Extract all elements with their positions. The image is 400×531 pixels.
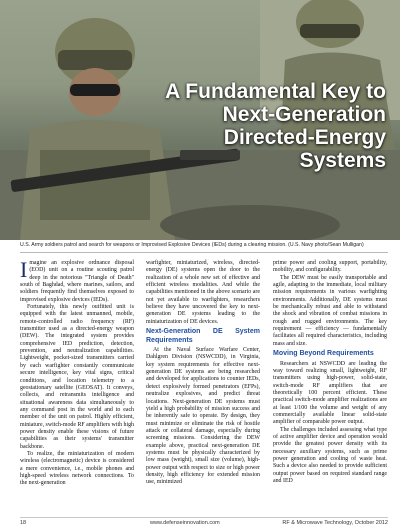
article-headline [126,80,386,172]
caption-divider [20,252,388,253]
paragraph: The challenges included assessing what type of active amplifier device and operation would provide the greatest power density with its necessary auxiliary systems, such as prime power generation and cooling of waste heat. Such a device also needed to provide sufficient output power based on required standard range and IED [273,426,387,485]
paragraph: The DEW must be easily transportable and agile, adapting to the immediate, local military mission requirements in various warfighting environments. Additionally, DE systems must be mechanically robust and able to withstand the shock and vibration of combat missions in rough and rugged environments. The key requirement — efficiency — fundamentally facilitates all required characteristics, including mass and size. [273,274,387,347]
page-footer [20,520,388,528]
drop-cap: I [20,257,28,282]
paragraph-text: magine an explosive ordnance disposal (EOD) unit on a routine scouting patrol deep in the notorious "Triangle of Death" south of Baghdad, where marines, sailors, and soldiers frequently find themselves exposed to improvised explosive devices (IEDs). [20,260,134,303]
hero-photo [0,0,400,240]
paragraph: To realize, the miniaturization of modern wireless (electromagnetic) device is considered a mere convenience, i.e., mobile phones and high-speed wireless network connections. To the next-generation [20,450,134,487]
paragraph: Researchers at NSWCDD are leading the way toward realizing small, lightweight, RF transmitters using high-power, solid-state, switch-mode RF amplifiers that are theoretically 100 percent efficient. These practical switch-mode amplifier realizations are at least 1/100 the volume and weight of any commercially available linear solid-state amplifier of comparable power output. [273,360,387,426]
photo-caption: U.S. Army soldiers patrol and search for weapons or Improvised Explosive Devices (IEDs) during a clearing mission. (U.S. Navy photo/Sean Mulligan) [20,242,364,248]
paragraph [20,257,134,304]
headline-line-2: Next-Generation [222,103,386,126]
page-number: 18 [20,520,27,526]
column-1 [20,257,134,488]
paragraph: warfighter, miniaturized, wireless, directed-energy (DE) systems open the door to the realization of a whole new set of effective and efficient wireless modalities. And while the capabilities mentioned in the above scenario are not yet available to warfighters, researchers believe they have uncovered the key to next-generation DE systems leading to the miniaturization of DE devices. [146,260,260,325]
headline-line-4: Systems [299,149,386,172]
paragraph: prime power and cooling support, portability, mobility, and configurability. [273,260,387,274]
publication-name: RF & Microwave Technology, October 2012 [282,520,388,526]
paragraph: Fortunately, this newly outfitted unit is equipped with the latest unmanned, mobile, remote-controlled radio frequency (RF) transmitter used as a directed-energy weapon (DEW). The integrated system provides comprehensive IED prediction, detection, prevention, and neutralization capabilities. Lightweight, pocket-sized transmitters carried by each warfighter constantly communicate secure intelligence, key vital signs, critical conditions, and location telemetry to a geostationary satellite (GEOSAT). It conveys, collects, and retransmits intelligence and situational awareness data simultaneously to any command post in the world and to each member of the unit on patrol. Highly efficient, miniature, switch-mode RF amplifiers with high power density enable these visions of future capabilities as their systems' transmitter backbone. [20,304,134,450]
headline-line-3: Directed-Energy [223,126,386,149]
headline-line-1: A Fundamental Key to [165,80,386,103]
paragraph: At the Naval Surface Warfare Center, Dahlgren Division (NSWCDD), in Virginia, key system requirements for effective next-generation DE systems are being researched and developed for applications to counter IEDs, detect explosively formed penetrators (EFPs), neutralize explosives, and predict threat locations. Next-generation DE systems must yield a high probability of mission success and be inherently safe to operate. By design, they must minimize or eliminate the risk of hostile attack or collateral damage, especially during screening missions. Considering the DEW example above, practical next-generation DE systems must be physically characterized by low mass (weight), small size (volume), high-power output with respect to size or high power density, high efficiency for extended mission use, minimized [146,347,260,486]
footer-url[interactable]: www.defenseinnovation.com [150,520,220,526]
footer-divider [20,517,388,518]
section-heading: Next-Generation DE System Requirements [146,328,260,344]
column-2 [146,260,260,487]
column-3 [273,260,387,485]
section-heading: Moving Beyond Requirements [273,350,374,358]
